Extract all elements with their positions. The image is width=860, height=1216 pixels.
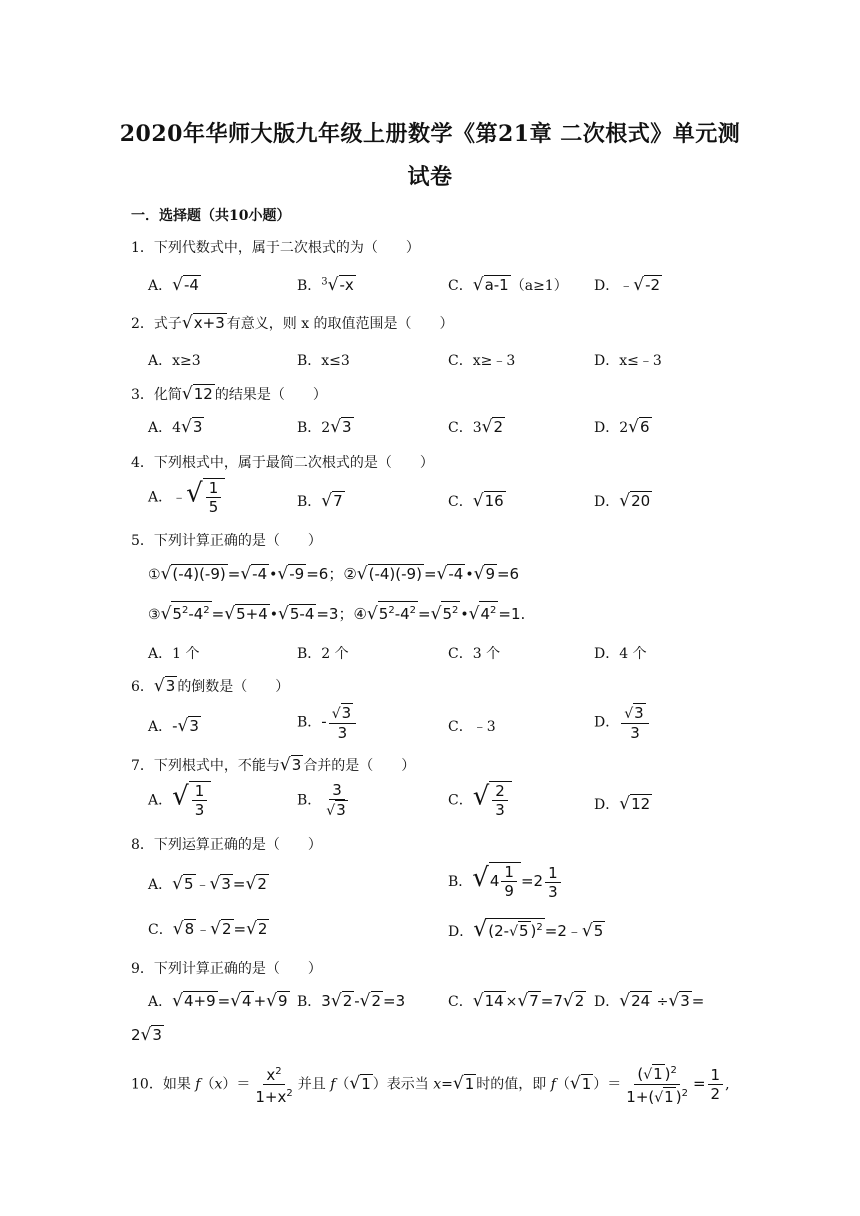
q5-option-b[interactable]: B．2 个 — [297, 646, 349, 662]
q5-statement-1-2: ①√(-4)(-9) =√-4 •√-9 =6；②√(-4)(-9) =√-4 •√9 =6 — [148, 564, 520, 584]
q1-option-b[interactable]: B．$^3$√-x — [297, 275, 354, 295]
question-9-stem: 9．下列计算正确的是（ ） — [131, 961, 322, 977]
section-heading: 一．选择题（共10小题） — [131, 208, 291, 224]
question-2-stem: 2．式子√x+3 有意义，则 x 的取值范围是（ ） — [131, 313, 454, 333]
q2-option-a[interactable]: A．x≥3 — [148, 353, 201, 369]
q2-option-b[interactable]: B．x≤3 — [297, 353, 350, 369]
q5-option-d[interactable]: D．4 个 — [594, 646, 647, 662]
q2-option-c[interactable]: C．x≥﹣3 — [448, 353, 516, 369]
question-1-stem: 1．下列代数式中，属于二次根式的为（ ） — [131, 240, 420, 256]
question-4-stem: 4．下列根式中，属于最简二次根式的是（ ） — [131, 455, 434, 471]
q5-statement-3-4: $③√5^2-4^2 =√5+4$ •√5-4 =3；$④√5^2-4^2 =√5^2$ $•√4^2 =1$. — [148, 601, 525, 624]
q1-option-d[interactable]: D．﹣√-2 — [594, 275, 661, 295]
question-6-stem: 6．√3 的倒数是（ ） — [131, 676, 290, 696]
q8-option-a[interactable]: A．√5 ﹣√3 =√2 — [148, 874, 267, 894]
q1-option-c[interactable]: C．√a-1 （a≥1） — [448, 275, 568, 295]
question-7-stem: 7．下列根式中，不能与√3 合并的是（ ） — [131, 755, 416, 775]
question-5-stem: 5．下列计算正确的是（ ） — [131, 533, 322, 549]
q4-option-b[interactable]: B．√7 — [297, 491, 343, 511]
q8-option-d[interactable]: D．√(2-√5 )$^2$ =2﹣√5 — [448, 917, 604, 942]
q8-option-c[interactable]: C．√8 ﹣√2 =√2 — [148, 919, 268, 939]
q7-option-c[interactable]: C．√ $\frac{2}{3}$ — [448, 781, 512, 819]
question-3-stem: 3．化简√12 的结果是（ ） — [131, 384, 327, 404]
q9-option-c[interactable]: C．√14 ×√7 =7√2 — [448, 991, 585, 1011]
q5-option-c[interactable]: C．3 个 — [448, 646, 501, 662]
q3-option-a[interactable]: A．4√3 — [148, 417, 203, 437]
q9-option-d[interactable]: D．√24 ÷√3 = — [594, 991, 705, 1011]
q4-option-c[interactable]: C．√16 — [448, 491, 504, 511]
q7-option-b[interactable]: B． $\frac{3}{√3}$ — [297, 781, 346, 819]
question-10-stem: 10．如果 f（x）＝ $\frac{x^2}{1+x^2}$ 并且 f（√1 ）表示当 x=√1 时的值，即 f（√1 ）＝ $\frac{(√1 )^2}{1+(√1 )^2}$ = $\frac{1}{2}$ , — [131, 1062, 730, 1107]
q4-option-d[interactable]: D．√20 — [594, 491, 651, 511]
q1-option-a[interactable]: A．√-4 — [148, 275, 199, 295]
q3-option-c[interactable]: C．3√2 — [448, 417, 504, 437]
q7-option-a[interactable]: A．√ $\frac{1}{3}$ — [148, 781, 211, 819]
q8-option-b[interactable]: B．√4 $\frac{1}{9}$ =2 $\frac{1}{3}$ — [448, 862, 563, 901]
q5-option-a[interactable]: A．1 个 — [148, 646, 200, 662]
q9-option-b[interactable]: B．3√2 -√2 =3 — [297, 991, 406, 1011]
document-title-cont: 试卷 — [407, 164, 453, 190]
q6-option-b[interactable]: B．- $\frac{√3}{3}$ — [297, 703, 358, 742]
q9-option-d-cont: 2√3 — [131, 1025, 162, 1045]
q7-option-d[interactable]: D．√12 — [594, 794, 651, 814]
q3-option-b[interactable]: B．2√3 — [297, 417, 352, 437]
q6-option-d[interactable]: D． $\frac{√3}{3}$ — [594, 703, 651, 742]
document-title: 2020年华师大版九年级上册数学《第21章 二次根式》单元测 — [119, 121, 741, 147]
q4-option-a[interactable]: A．﹣√ $\frac{1}{5}$ — [148, 478, 225, 516]
q2-option-d[interactable]: D．x≤﹣3 — [594, 353, 662, 369]
question-8-stem: 8．下列运算正确的是（ ） — [131, 837, 322, 853]
q9-option-a[interactable]: A．√4+9 =√4 +√9 — [148, 991, 288, 1011]
q3-option-d[interactable]: D．2√6 — [594, 417, 650, 437]
q6-option-c[interactable]: C．﹣3 — [448, 719, 496, 735]
q6-option-a[interactable]: A．-√3 — [148, 716, 199, 736]
